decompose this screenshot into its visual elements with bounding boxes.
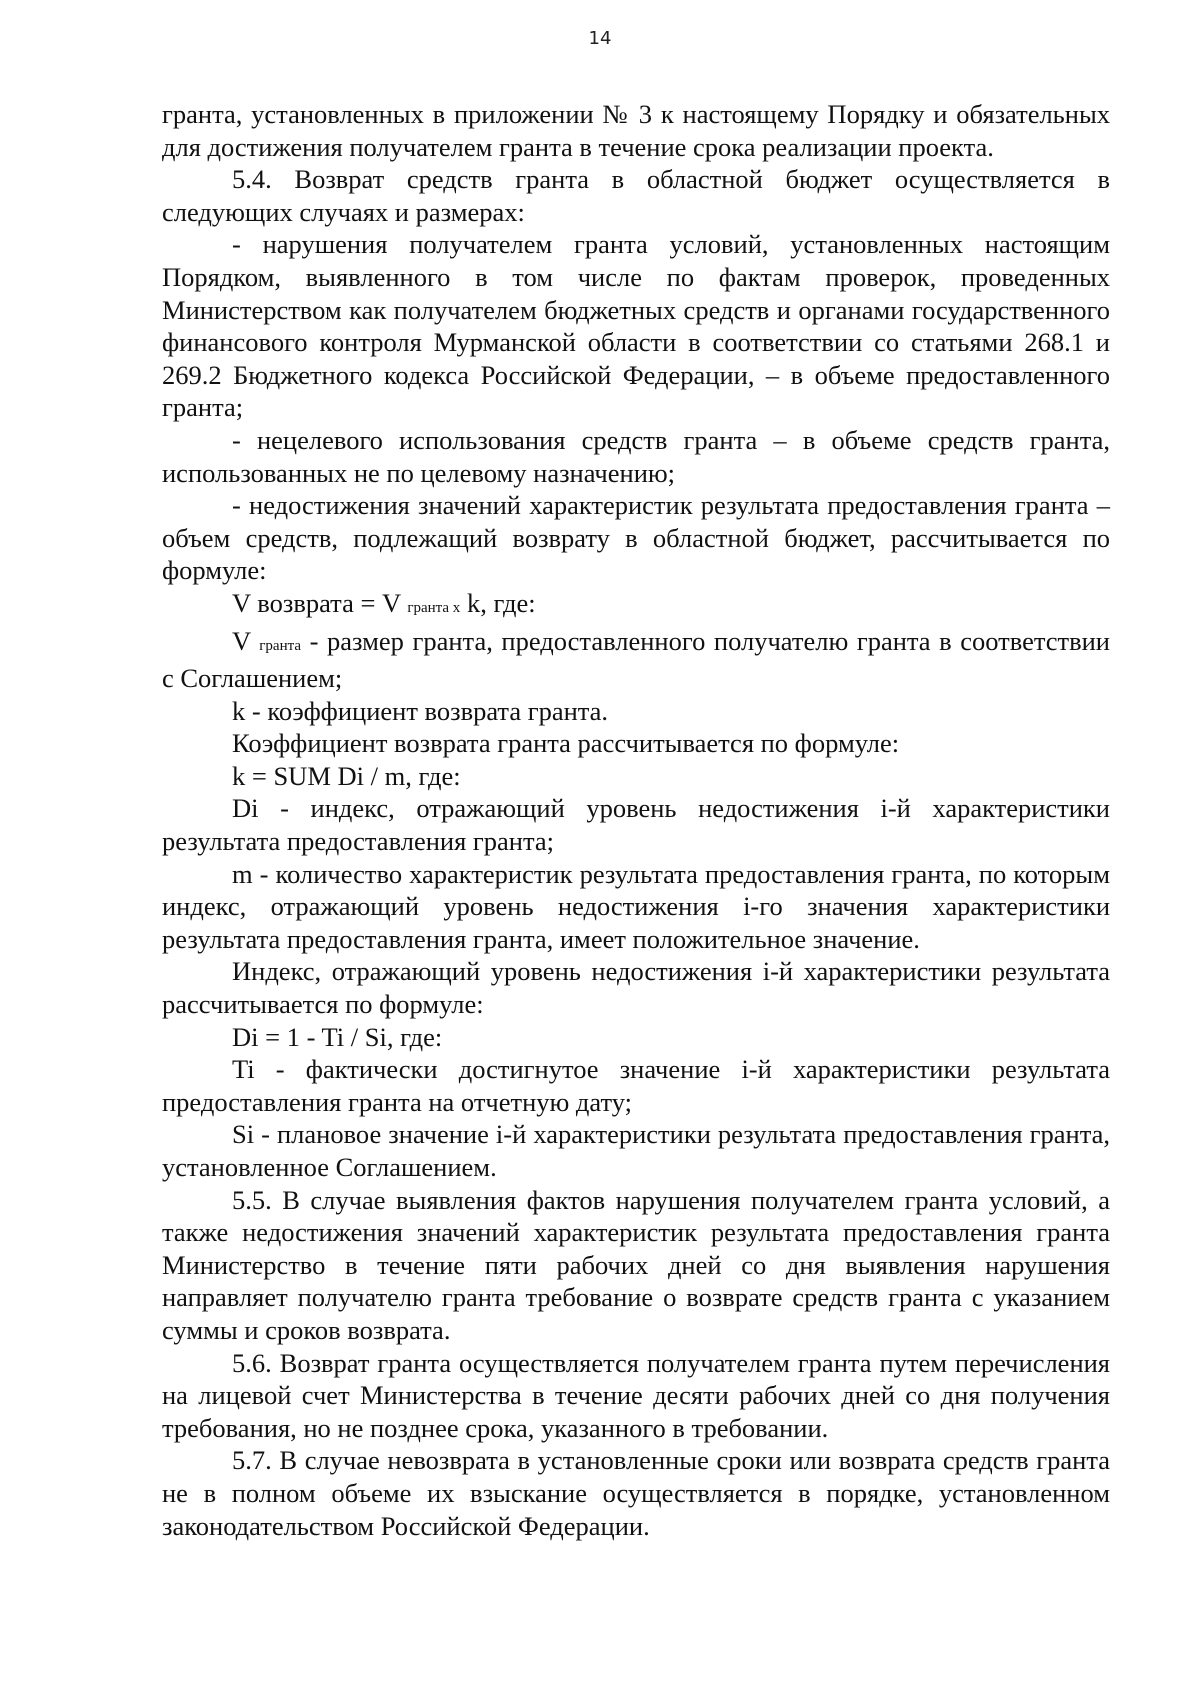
paragraph-5-5: 5.5. В случае выявления фактов нарушения получателем гранта условий, а также недостижения значений характеристик результата предоставления гранта Министерство в течение пяти рабочих дней со дня выявления нарушения направляет получателю гранта требование о возврате средств гранта с указанием суммы и сроков возврата. [162,1184,1110,1345]
definition-di: Di - индекс, отражающий уровень недостижения i-й характеристики результата предоставления гранта; [162,793,1110,857]
paragraph-5-7: 5.7. В случае невозврата в установленные сроки или возврата средств гранта не в полном объеме их взыскание осуществляется в порядке, установленном законодательством Российской Федерации. [162,1445,1110,1541]
list-item-violation: - нарушения получателем гранта условий, установленных настоящим Порядком, выявленного в том числе по фактам проверок, проведенных Министерством как получателем бюджетных средств и органами государственного финансового контроля Мурманской области в соответствии со статьями 268.1 и 269.2 Бюджетного кодекса Российской Федерации, – в объеме предоставленного гранта; [162,229,1110,423]
paragraph-index: Индекс, отражающий уровень недостижения i-й характеристики результата рассчитывается по формуле: [162,956,1110,1020]
formula-part: V возврата = V [232,587,408,618]
definition-subscript: гранта [259,637,301,654]
definition-text: - размер гранта, предоставленного получателю гранта в соответствии с Соглашением; [162,625,1110,694]
formula-di: Di = 1 - Ti / Si, где: [232,1021,443,1052]
paragraph-5-4: 5.4. Возврат средств гранта в областной бюджет осуществляется в следующих случаях и размерах: [162,164,1110,227]
definition-v-grant [162,625,1110,695]
definition-ti: Ti - фактически достигнутое значение i-й характеристики результата предоставления гранта на отчетную дату; [162,1054,1110,1117]
definition-si: Si - плановое значение i-й характеристики результата предоставления гранта, установленное Соглашением. [162,1119,1110,1182]
definition-k: k - коэффициент возврата гранта. [232,695,609,726]
page-number: 14 [588,28,612,49]
formula-k: k = SUM Di / m, где: [232,760,461,791]
definition-m: m - количество характеристик результата предоставления гранта, по которым индекс, отражающий уровень недостижения i-го значения характеристики результата предоставления гранта, имеет положительное значение. [162,858,1110,954]
definition-symbol: V [232,625,260,656]
paragraph-5-6: 5.6. Возврат гранта осуществляется получателем гранта путем перечисления на лицевой счет Министерства в течение десяти рабочих дней со дня получения требования, но не позднее срока, указанного в требовании. [162,1347,1110,1443]
formula-part: k, где: [460,587,536,618]
paragraph-continuation: гранта, установленных в приложении № 3 к настоящему Порядку и обязательных для достижения получателем гранта в течение срока реализации проекта. [162,99,1110,162]
paragraph-coefficient: Коэффициент возврата гранта рассчитывается по формуле: [232,728,900,759]
document-body [162,98,1110,1542]
list-item-underachievement: - недостижения значений характеристик результата предоставления гранта – объем средств, подлежащий возврату в областной бюджет, рассчитывается по формуле: [162,490,1110,586]
formula-subscript: гранта x [407,599,461,616]
formula-return-volume [162,587,1110,625]
list-item-misuse: - нецелевого использования средств гранта – в объеме средств гранта, использованных не по целевому назначению; [162,424,1110,488]
